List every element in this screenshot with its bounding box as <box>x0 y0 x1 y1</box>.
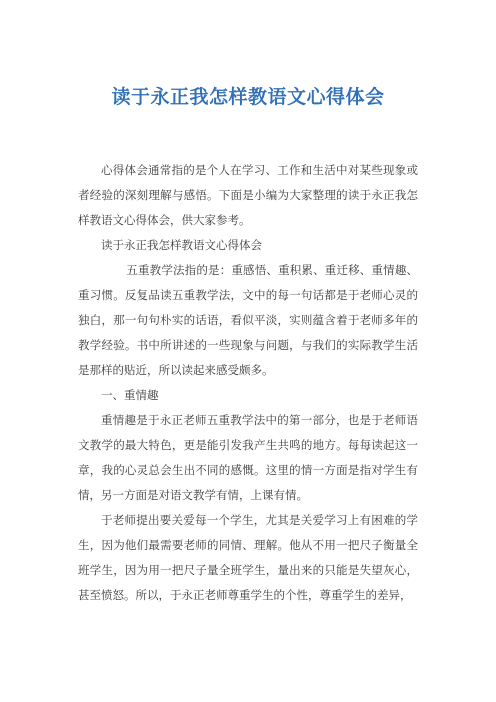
document-title: 读于永正我怎样教语文心得体会 <box>111 86 385 108</box>
paragraph-care: 于老师提出要关爱每一个学生，尤其是关爱学习上有困难的学生，因为他们最需要老师的同情、理解。他从不用一把尺子衡量全班学生，因为用一把尺子量全班学生，量出来的只能是失望灰心，甚至愤怒。所以，于永正老师尊重学生的个性，尊重学生的差异， <box>78 513 418 602</box>
paragraph-method: 五重教学法指的是：重感悟、重积累、重迁移、重情趣、重习惯。反复品读五重教学法，文中的每一句话都是于老师心灵的独白，那一句句朴实的话语，看似平淡，实则蕴含着于老师多年的教学经验。书中所讲述的一些现象与问题，与我们的实际教学生活是那样的贴近，所以读起来感受颇多。 <box>78 263 418 377</box>
document-body <box>78 158 418 608</box>
paragraph-intro: 心得体会通常指的是个人在学习、工作和生活中对某些现象或者经验的深刻理解与感悟。下面是小编为大家整理的读于永正我怎样教语文心得体会，供大家参考。 <box>78 163 418 227</box>
paragraph-emotion: 重情趣是于永正老师五重教学法中的第一部分，也是于老师语文教学的最大特色，更是能引发我产生共鸣的地方。每每读起这一章，我的心灵总会生出不同的感慨。这里的情一方面是指对学生有情，另一方面是对语文教学有情，上课有情。 <box>78 413 418 502</box>
paragraph-subtitle: 读于永正我怎样教语文心得体会 <box>101 238 262 252</box>
section-heading: 一、重情趣 <box>101 388 159 402</box>
